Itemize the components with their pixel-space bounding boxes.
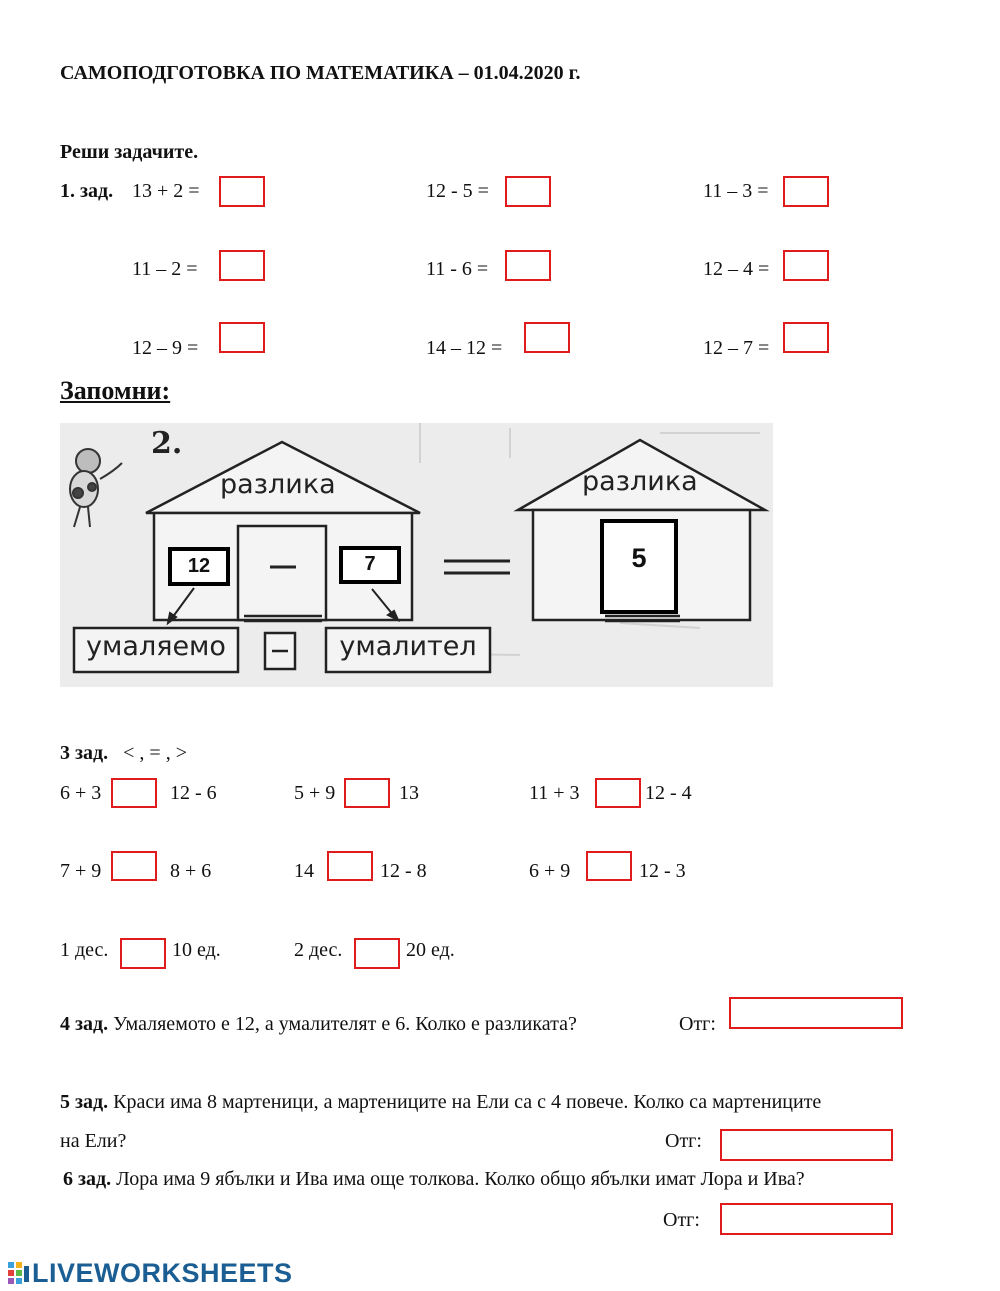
compare-left: 1 дес.	[60, 939, 109, 961]
task6-text	[63, 1168, 805, 1191]
answer-box[interactable]	[219, 322, 265, 353]
answer-label: Отг:	[679, 1013, 716, 1035]
compare-box[interactable]	[111, 778, 157, 808]
page-title: САМОПОДГОТОВКА ПО МАТЕМАТИКА – 01.04.2020 г.	[60, 62, 581, 84]
compare-box[interactable]	[120, 938, 166, 969]
compare-right: 12 - 6	[170, 782, 217, 804]
answer-box[interactable]	[524, 322, 570, 353]
answer-box[interactable]	[505, 176, 551, 207]
answer-box[interactable]	[505, 250, 551, 281]
answer-box[interactable]	[783, 250, 829, 281]
compare-right: 20 ед.	[406, 939, 455, 961]
compare-box[interactable]	[111, 851, 157, 881]
compare-right: 8 + 6	[170, 860, 212, 882]
compare-box[interactable]	[595, 778, 641, 808]
compare-left: 6 + 9	[529, 860, 571, 882]
answer-box[interactable]	[783, 176, 829, 207]
compare-right: 12 - 3	[639, 860, 686, 882]
difference-diagram	[60, 423, 773, 687]
compare-right: 12 - 8	[380, 860, 427, 882]
compare-right: 12 - 4	[645, 782, 692, 804]
instruction: Реши задачите.	[60, 141, 199, 163]
liveworksheets-logo-icon	[8, 1262, 30, 1286]
compare-box[interactable]	[354, 938, 400, 969]
task1-expr: 11 – 2 =	[132, 258, 198, 280]
mascot-icon	[70, 449, 122, 527]
compare-box[interactable]	[327, 851, 373, 881]
task1-expr: 11 – 3 =	[703, 180, 769, 202]
compare-right: 13	[399, 782, 419, 804]
answer-box[interactable]	[219, 176, 265, 207]
task5-text	[60, 1091, 821, 1114]
compare-left: 6 + 3	[60, 782, 102, 804]
task1-expr: 12 – 7 =	[703, 337, 770, 359]
task5-question: Краси има 8 мартеници, а мартениците на Ели са с 4 повече. Колко са мартениците	[113, 1091, 822, 1113]
task1-expr: 11 - 6 =	[426, 258, 489, 280]
task4-question: Умаляемото е 12, а умалителят е 6. Колко е разликата?	[113, 1013, 577, 1035]
roof-label-left: разлика	[220, 469, 336, 500]
remember-heading: Запомни:	[60, 376, 171, 405]
task4-text	[60, 1013, 577, 1036]
answer-box[interactable]	[219, 250, 265, 281]
compare-left: 5 + 9	[294, 782, 336, 804]
task1-label: 1. зад.	[60, 180, 114, 202]
compare-left: 2 дес.	[294, 939, 343, 961]
roof-label-right: разлика	[582, 466, 698, 497]
compare-left: 7 + 9	[60, 860, 102, 882]
compare-box[interactable]	[586, 851, 632, 881]
minuend-label: умаляемо	[86, 631, 226, 662]
compare-right: 10 ед.	[172, 939, 221, 961]
compare-left: 11 + 3	[529, 782, 580, 804]
subtrahend-label: умалител	[339, 631, 477, 662]
difference-value: 5	[631, 543, 647, 573]
task6-question: Лора има 9 ябълки и Ива има още толкова. Колко общо ябълки имат Лора и Ива?	[116, 1168, 805, 1190]
task4-label: 4 зад.	[60, 1013, 109, 1035]
task1-expr: 12 – 4 =	[703, 258, 770, 280]
task4-answer-box[interactable]	[729, 997, 903, 1029]
task6-answer-box[interactable]	[720, 1203, 893, 1235]
answer-label: Отг:	[663, 1209, 700, 1231]
answer-box[interactable]	[783, 322, 829, 353]
answer-label: Отг:	[665, 1130, 702, 1152]
task2-number: 2.	[151, 426, 183, 461]
task5-label: 5 зад.	[60, 1091, 109, 1113]
compare-left: 14	[294, 860, 314, 882]
compare-symbols: < , = , >	[123, 742, 187, 764]
compare-box[interactable]	[344, 778, 390, 808]
minuend-value: 12	[187, 555, 211, 577]
liveworksheets-logo[interactable]: LIVEWORKSHEETS	[32, 1258, 293, 1288]
subtrahend-value: 7	[364, 553, 376, 575]
task6-label: 6 зад.	[63, 1168, 112, 1190]
task5-answer-box[interactable]	[720, 1129, 893, 1161]
task1-expr: 12 – 9 =	[132, 337, 199, 359]
task5-question-cont: на Ели?	[60, 1130, 127, 1152]
task3-label: 3 зад.	[60, 742, 109, 764]
task1-expr: 14 – 12 =	[426, 337, 503, 359]
task1-expr: 12 - 5 =	[426, 180, 489, 202]
task1-expr: 13 + 2 =	[132, 180, 200, 202]
task3-heading	[60, 742, 187, 765]
